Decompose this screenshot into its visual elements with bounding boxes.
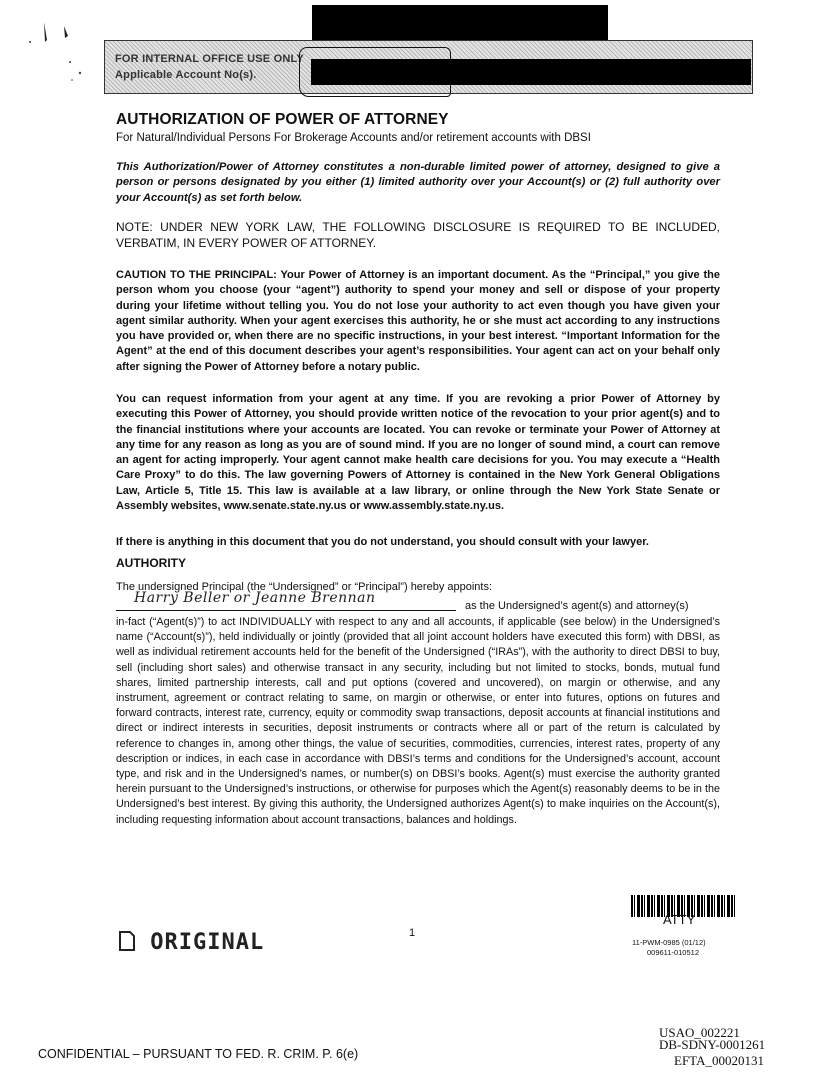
redaction-bar-account [311, 59, 751, 85]
internal-office-use-box [104, 40, 753, 94]
confidential-footer: CONFIDENTIAL – PURSUANT TO FED. R. CRIM. P. 6(e) [38, 1047, 359, 1061]
form-code: 009611-010512 [647, 948, 699, 957]
authority-heading: AUTHORITY [116, 556, 186, 570]
agent-names-handwritten: Harry Beller or Jeanne Brennan [134, 590, 376, 606]
document-title: AUTHORIZATION OF POWER OF ATTORNEY [116, 111, 449, 128]
original-stamp-text: ORIGINAL [150, 930, 265, 955]
account-number-label: Applicable Account No(s). [115, 69, 257, 81]
document-subtitle: For Natural/Individual Persons For Brokerage Accounts and/or retirement accounts with DBSI [116, 132, 591, 144]
intro-paragraph: This Authorization/Power of Attorney constitutes a non-durable limited power of attorney, designed to give a person or persons designated by you either (1) limited authority over your Account(s) or (2) full authority over your Account(s) as set forth below. [116, 161, 720, 204]
ny-law-note: NOTE: UNDER NEW YORK LAW, THE FOLLOWING DISCLOSURE IS REQUIRED TO BE INCLUDED, VERBATIM, IN EVERY POWER OF ATTORNEY. [116, 220, 720, 250]
bates-number-db: DB-SDNY-0001261 [659, 1037, 766, 1052]
appoints-line: The undersigned Principal (the “Undersigned” or “Principal”) hereby appoints: [116, 581, 493, 593]
barcode-label: ATTY [663, 912, 696, 927]
lawyer-line: If there is anything in this document that you do not understand, you should consult with your lawyer. [116, 536, 649, 548]
form-number: 11-PWM-0985 (01/12) [632, 938, 706, 947]
page-corner-icon [118, 930, 136, 952]
office-use-label: FOR INTERNAL OFFICE USE ONLY [115, 53, 304, 65]
authority-body: in-fact (“Agent(s)”) to act INDIVIDUALLY with respect to any and all accounts, if applicable (see below) in the Undersigned’s name (“Account(s)”), held individually or jointly (provided that all joint account holders have executed this form) with DBSI, as well as individual retirement accounts held for the benefit of the Undersigned (“IRAs”), with the authority to direct DBSI to buy, sell (including short sales) and otherwise transact in any security, including but not limited to stocks, bonds, mutual fund shares, limited partnership interests, call and put options (covered and uncovered), on margin or otherwise, and any instrument, agreement or contract relating to same, on margin or otherwise, or enter into futures, options on futures and forward contracts, interest rate, currency, equity or commodity swap transactions, deposit accounts at financial institutions and direct or indirect interests in securities, deposit instruments or contracts where all or part of the return is calculated by reference to changes in, among other things, the value of securities, commodities, currencies, interest rates, property of any description or indices, in each case in accordance with DBSI’s terms and conditions for the Undersigned’s account, account type, and risk and in the Undersigned’s names, or number(s) on DBSI’s books. Agent(s) must exercise the authority granted herein pursuant to the Undersigned’s instructions, or otherwise for purposes which the Agent(s) reasonably deems to be in the Undersigned’s best interest. By giving this authority, the Undersigned authorizes Agent(s) to make inquiries on the Account(s), including requesting information about account transactions, balances and holdings. [116, 616, 720, 826]
redaction-bar-top [312, 5, 608, 43]
original-stamp [118, 930, 264, 955]
page-number: 1 [409, 927, 416, 939]
bates-number-efta: EFTA_00020131 [674, 1053, 764, 1068]
scan-artifact [20, 18, 90, 88]
request-info-paragraph: You can request information from your agent at any time. If you are revoking a prior Power of Attorney by executing this Power of Attorney, you should provide written notice of the revocation to your prior agent(s) and to the financial institutions where your accounts are located. You can revoke or terminate your Power of Attorney at any time for any reason as long as you are of sound mind. If you are no longer of sound mind, a court can remove an agent for acting improperly. Your agent cannot make health care decisions for you. You may execute a “Health Care Proxy” to do this. The law governing Powers of Attorney is contained in the New York General Obligations Law, Article 5, Title 15. This law is available at a law library, or online through the New York State Senate or Assembly websites, www.senate.state.ny.us or www.assembly.state.ny.us. [116, 393, 720, 513]
caution-paragraph: CAUTION TO THE PRINCIPAL: Your Power of Attorney is an important document. As the “Principal,” you give the person whom you choose (your “agent”) authority to spend your money and sell or dispose of your property during your lifetime without telling you. You do not lose your authority to act even though you have given your agent similar authority. When your agent exercises this authority, he or she must act according to any instructions you have provided or, when there are no specific instructions, in your best interest. “Important Information for the Agent” at the end of this document describes your agent’s responsibilities. Your agent can act on your behalf only after signing the Power of Attorney before a notary public. [116, 269, 720, 373]
agent-suffix: as the Undersigned’s agent(s) and attorney(s) [465, 600, 689, 612]
bates-number-usao: USAO_002221 [659, 1025, 740, 1040]
